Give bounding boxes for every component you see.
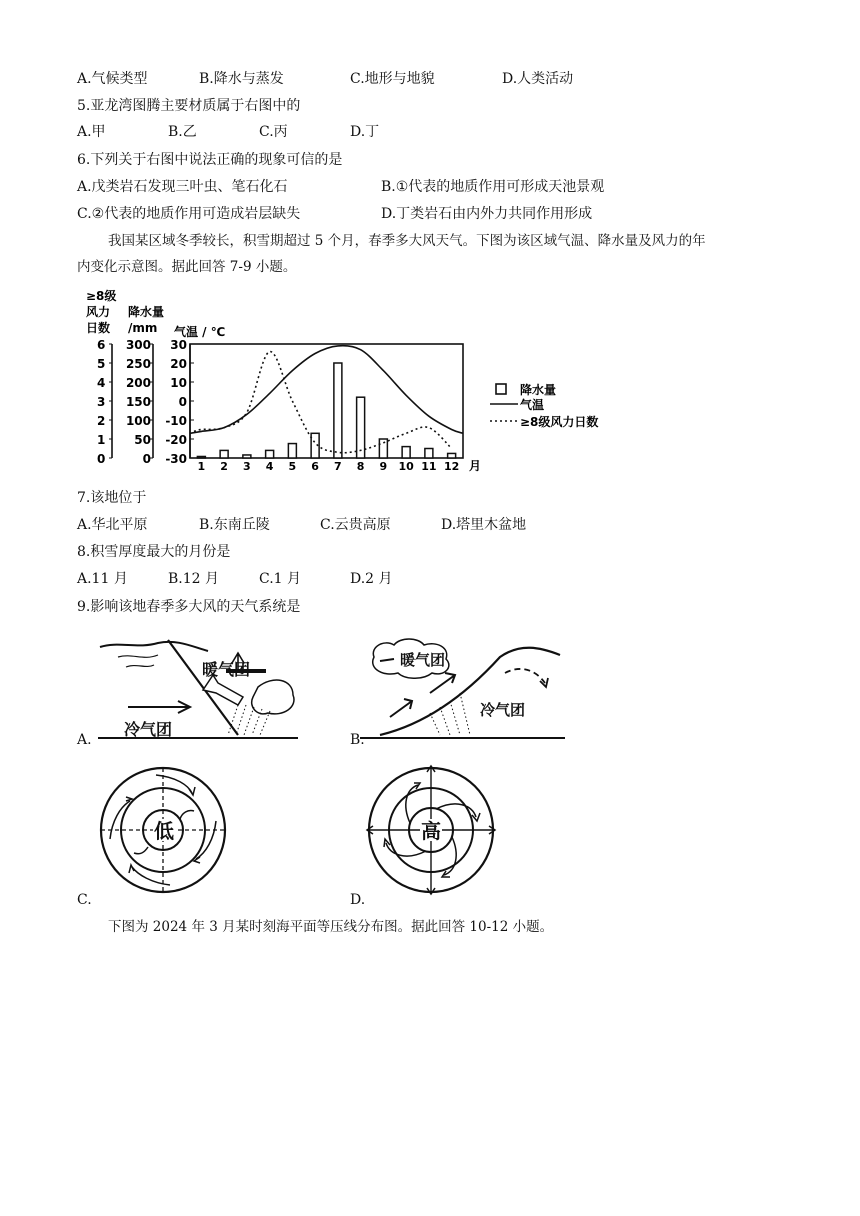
precip-tick-label: 50 xyxy=(134,433,151,447)
low-pressure-label: 低 xyxy=(154,819,174,843)
q7-stem: 7.该地位于 xyxy=(77,490,147,506)
wind-tick-label: 2 xyxy=(97,414,106,428)
diagram-d-anticyclone xyxy=(364,763,499,898)
month-tick-label: 12 xyxy=(443,460,460,473)
q5-stem: 5.亚龙湾图腾主要材质属于右图中的 xyxy=(77,98,301,114)
month-tick-label: 2 xyxy=(220,460,228,473)
precip-tick-label: 150 xyxy=(125,395,151,409)
precip-tick-label: 0 xyxy=(142,452,151,466)
legend-wind-label: ≥8级风力日数 xyxy=(520,415,599,429)
q4-option-b[interactable]: B.降水与蒸发 xyxy=(199,71,284,87)
temp-tick-label: -20 xyxy=(165,433,187,447)
intro-10-12: 下图为 2024 年 3 月某时刻海平面等压线分布图。据此回答 10-12 小题。 xyxy=(108,919,554,935)
precip-bar xyxy=(425,449,433,459)
plot-frame xyxy=(190,344,463,458)
temp-tick-label: 30 xyxy=(170,338,187,352)
month-tick-label: 8 xyxy=(356,460,365,473)
precip-bar xyxy=(243,455,251,458)
q6-option-c[interactable]: C.②代表的地质作用可造成岩层缺失 xyxy=(77,206,301,222)
warm-air-label-a: 暖气团 xyxy=(202,660,251,679)
month-tick-label: 5 xyxy=(288,460,297,473)
month-tick-label: 9 xyxy=(379,460,388,473)
precip-tick-label: 300 xyxy=(125,338,151,352)
precip-tick-label: 100 xyxy=(125,414,151,428)
cold-air-label-b: 冷气团 xyxy=(480,701,526,719)
precip-bar xyxy=(197,456,205,458)
precip-bar xyxy=(334,363,342,458)
intro-7-9-line1: 我国某区域冬季较长，积雪期超过 5 个月，春季多大风天气。下图为该区域气温、降水量及风力的年 xyxy=(108,233,706,249)
month-tick-label: 6 xyxy=(311,460,319,473)
intro-7-9-line2: 内变化示意图。据此回答 7-9 小题。 xyxy=(77,259,297,275)
temp-tick-label: 20 xyxy=(170,357,187,371)
month-tick-label: 10 xyxy=(398,460,414,473)
q7-option-b[interactable]: B.东南丘陵 xyxy=(199,517,270,533)
q7-option-a[interactable]: A.华北平原 xyxy=(77,517,148,533)
wind-tick-label: 3 xyxy=(97,395,106,409)
month-tick-label: 1 xyxy=(197,460,206,473)
month-tick-label: 7 xyxy=(334,460,342,473)
legend-temp-label: 气温 xyxy=(520,398,545,412)
q7-option-c[interactable]: C.云贵高原 xyxy=(320,517,391,533)
diagram-c-cyclone xyxy=(96,763,231,898)
precip-axis-header: 降水量 xyxy=(128,305,165,319)
precip-tick-label: 250 xyxy=(125,357,151,371)
month-unit-label: 月 xyxy=(469,459,482,473)
precip-bar xyxy=(266,450,274,458)
temp-tick-label: -10 xyxy=(165,414,187,428)
q4-option-d[interactable]: D.人类活动 xyxy=(502,71,574,87)
wind-tick-label: 0 xyxy=(97,452,106,466)
q5-option-d[interactable]: D.丁 xyxy=(350,124,380,140)
wind-axis-header: ≥8级 xyxy=(86,289,117,303)
warm-air-label-b: 暖气团 xyxy=(400,651,446,669)
precip-bar xyxy=(288,444,296,458)
q4-option-a[interactable]: A.气候类型 xyxy=(77,71,148,87)
wind-tick-label: 1 xyxy=(97,433,106,447)
temp-tick-label: 0 xyxy=(178,395,187,409)
cold-air-label-a: 冷气团 xyxy=(124,720,173,739)
legend-precip-swatch xyxy=(496,384,506,394)
q8-option-b[interactable]: B.12 月 xyxy=(168,571,220,587)
temp-axis-header: 气温 / ℃ xyxy=(174,325,226,339)
month-tick-label: 3 xyxy=(243,460,251,473)
diagram-a-label[interactable]: A. xyxy=(77,732,92,748)
q8-option-c[interactable]: C.1 月 xyxy=(259,571,302,587)
temp-tick-label: 10 xyxy=(170,376,187,390)
wind-axis-header: 风力 xyxy=(86,305,111,319)
precip-bar xyxy=(379,439,387,458)
q8-stem: 8.积雪厚度最大的月份是 xyxy=(77,544,231,560)
diagram-a-cold-front xyxy=(98,635,298,740)
wind-tick-label: 4 xyxy=(97,376,106,390)
diagram-b-label[interactable]: B. xyxy=(350,732,365,748)
legend-precip-label: 降水量 xyxy=(520,383,557,397)
precip-bar xyxy=(357,397,365,458)
month-tick-label: 11 xyxy=(421,460,437,473)
temperature-line xyxy=(190,346,463,434)
q7-option-d[interactable]: D.塔里木盆地 xyxy=(441,517,527,533)
q4-option-c[interactable]: C.地形与地貌 xyxy=(350,71,435,87)
precip-axis-header: /mm xyxy=(128,321,158,335)
precip-bar xyxy=(448,453,456,458)
high-pressure-label: 高 xyxy=(421,819,441,843)
q6-option-a[interactable]: A.戊类岩石发现三叶虫、笔石化石 xyxy=(77,179,288,195)
climate-chart xyxy=(80,288,640,473)
wind-tick-label: 5 xyxy=(97,357,106,371)
q6-option-b[interactable]: B.①代表的地质作用可形成天池景观 xyxy=(381,179,605,195)
q6-stem: 6.下列关于右图中说法正确的现象可信的是 xyxy=(77,152,343,168)
q5-option-a[interactable]: A.甲 xyxy=(77,124,106,140)
q6-option-d[interactable]: D.丁类岩石由内外力共同作用形成 xyxy=(381,206,593,222)
wind-tick-label: 6 xyxy=(97,338,106,352)
q5-option-b[interactable]: B.乙 xyxy=(168,124,197,140)
diagram-d-label[interactable]: D. xyxy=(350,892,366,908)
q9-stem: 9.影响该地春季多大风的天气系统是 xyxy=(77,599,301,615)
q8-option-d[interactable]: D.2 月 xyxy=(350,571,393,587)
diagram-c-label[interactable]: C. xyxy=(77,892,92,908)
q8-option-a[interactable]: A.11 月 xyxy=(77,571,128,587)
q5-option-c[interactable]: C.丙 xyxy=(259,124,288,140)
precip-tick-label: 200 xyxy=(125,376,151,390)
precip-bar xyxy=(220,450,228,458)
diagram-b-warm-front xyxy=(360,635,565,740)
wind-axis-header: 日数 xyxy=(86,321,111,335)
month-tick-label: 4 xyxy=(265,460,274,473)
precip-bar xyxy=(402,447,410,458)
temp-tick-label: -30 xyxy=(165,452,187,466)
